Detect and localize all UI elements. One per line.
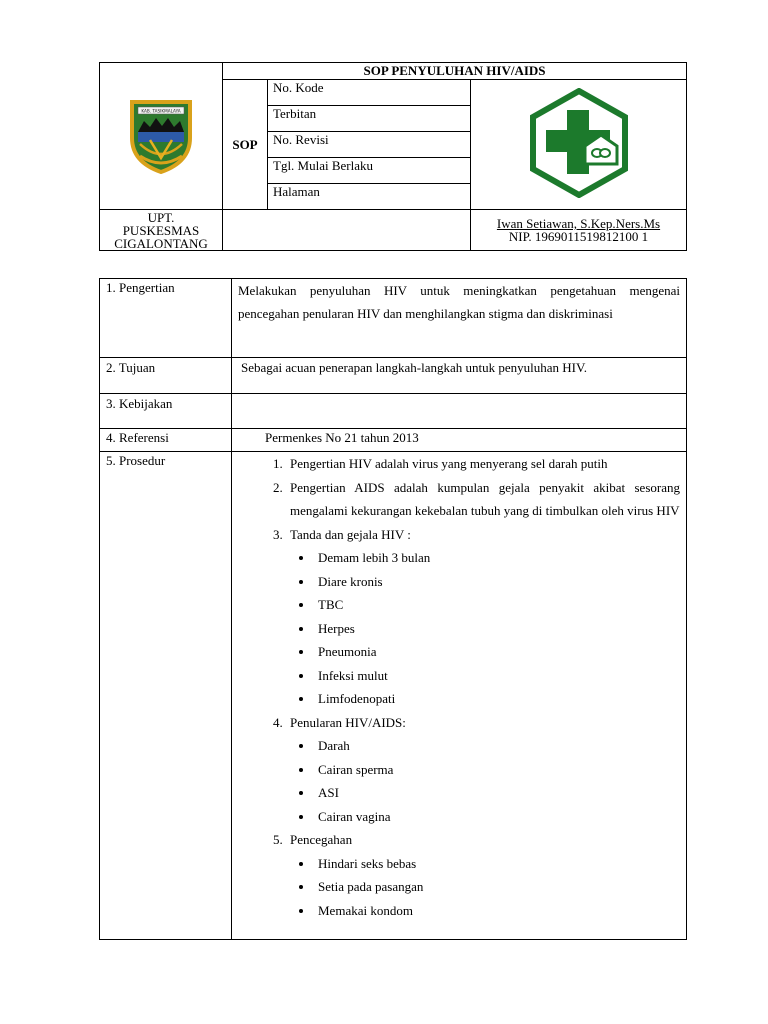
prosedur-step-text: Pencegahan: [290, 832, 353, 847]
empty-cell: [223, 210, 471, 251]
prosedur-step-text: Pengertian HIV adalah virus yang menyerang sel darah putih: [290, 456, 608, 471]
prosedur-bullet-item: • Darah: [314, 734, 680, 758]
prosedur-sublist: [290, 546, 680, 711]
sop-header-table: [99, 62, 687, 251]
field-tgl-mulai-berlaku: Tgl. Mulai Berlaku: [268, 158, 471, 184]
prosedur-step-text: Tanda dan gejala HIV :: [290, 526, 411, 542]
unit-line-3: CIGALONTANG: [114, 235, 208, 251]
text-referensi: Permenkes No 21 tahun 2013: [232, 429, 687, 452]
label-pengertian: 1. Pengertian: [100, 279, 232, 358]
prosedur-bullet-item: • Memakai kondom: [314, 899, 680, 923]
puskesmas-logo-cell: [471, 80, 687, 210]
field-terbitan: Terbitan: [268, 106, 471, 132]
prosedur-step-text: Penularan HIV/AIDS:: [290, 714, 406, 730]
sop-label: SOP: [223, 80, 268, 210]
sop-content-table: [99, 278, 687, 940]
label-kebijakan: 3. Kebijakan: [100, 394, 232, 429]
prosedur-step: [286, 711, 680, 829]
prosedur-bullet-item: • Diare kronis: [314, 570, 680, 594]
prosedur-content: [232, 452, 687, 940]
prosedur-bullet-item: • Infeksi mulut: [314, 664, 680, 688]
prosedur-bullet-item: • Hindari seks bebas: [314, 852, 680, 876]
prosedur-bullet-item: • Cairan sperma: [314, 758, 680, 782]
text-tujuan: Sebagai acuan penerapan langkah-langkah untuk penyuluhan HIV.: [232, 358, 687, 394]
prosedur-bullet-item: • Cairan vagina: [314, 805, 680, 829]
regency-logo-cell: [100, 63, 223, 210]
prosedur-bullet-item: • Limfodenopati: [314, 687, 680, 711]
prosedur-bullet-item: • TBC: [314, 593, 680, 617]
prosedur-bullet-item: • Setia pada pasangan: [314, 875, 680, 899]
signer-name: Iwan Setiawan, S.Kep.Ners.Ms: [496, 216, 661, 231]
label-tujuan: 2. Tujuan: [100, 358, 232, 394]
prosedur-bullet-item: • Herpes: [314, 617, 680, 641]
emblem-banner-text: KAB. TASIKMALAYA: [141, 108, 181, 114]
document-title: SOP PENYULUHAN HIV/AIDS: [223, 63, 687, 80]
field-halaman: Halaman: [268, 184, 471, 210]
prosedur-step: [286, 476, 680, 523]
field-no-kode: No. Kode: [268, 80, 471, 106]
prosedur-bullet-item: • Pneumonia: [314, 640, 680, 664]
prosedur-sublist: [290, 852, 680, 923]
prosedur-sublist: [290, 734, 680, 828]
puskesmas-cross-icon: [529, 88, 629, 198]
text-pengertian: Melakukan penyuluhan HIV untuk meningkatkan pengetahuan mengenai pencegahan penularan HIV dan menghilangkan stigma dan diskriminasi: [232, 279, 687, 358]
signer-block: [471, 210, 687, 251]
prosedur-step: [286, 523, 680, 711]
regency-emblem-icon: [128, 94, 194, 174]
label-prosedur: 5. Prosedur: [100, 452, 232, 940]
signer-nip: NIP. 1969011519812100 1: [508, 229, 649, 244]
field-no-revisi: No. Revisi: [268, 132, 471, 158]
prosedur-bullet-item: • Demam lebih 3 bulan: [314, 546, 680, 570]
prosedur-step-text: Pengertian AIDS adalah kumpulan gejala penyakit akibat sesorang mengalami kekurangan kekebalan tubuh yang di timbulkan oleh virus HIV: [290, 479, 680, 518]
label-referensi: 4. Referensi: [100, 429, 232, 452]
unit-name: [100, 210, 223, 251]
prosedur-step: [286, 452, 680, 476]
prosedur-steps-list: [238, 452, 680, 922]
prosedur-step: [286, 828, 680, 922]
prosedur-bullet-item: • ASI: [314, 781, 680, 805]
text-kebijakan: [232, 394, 687, 429]
unit-line-1: UPT.: [147, 209, 175, 225]
unit-line-2: PUSKESMAS: [122, 222, 200, 238]
